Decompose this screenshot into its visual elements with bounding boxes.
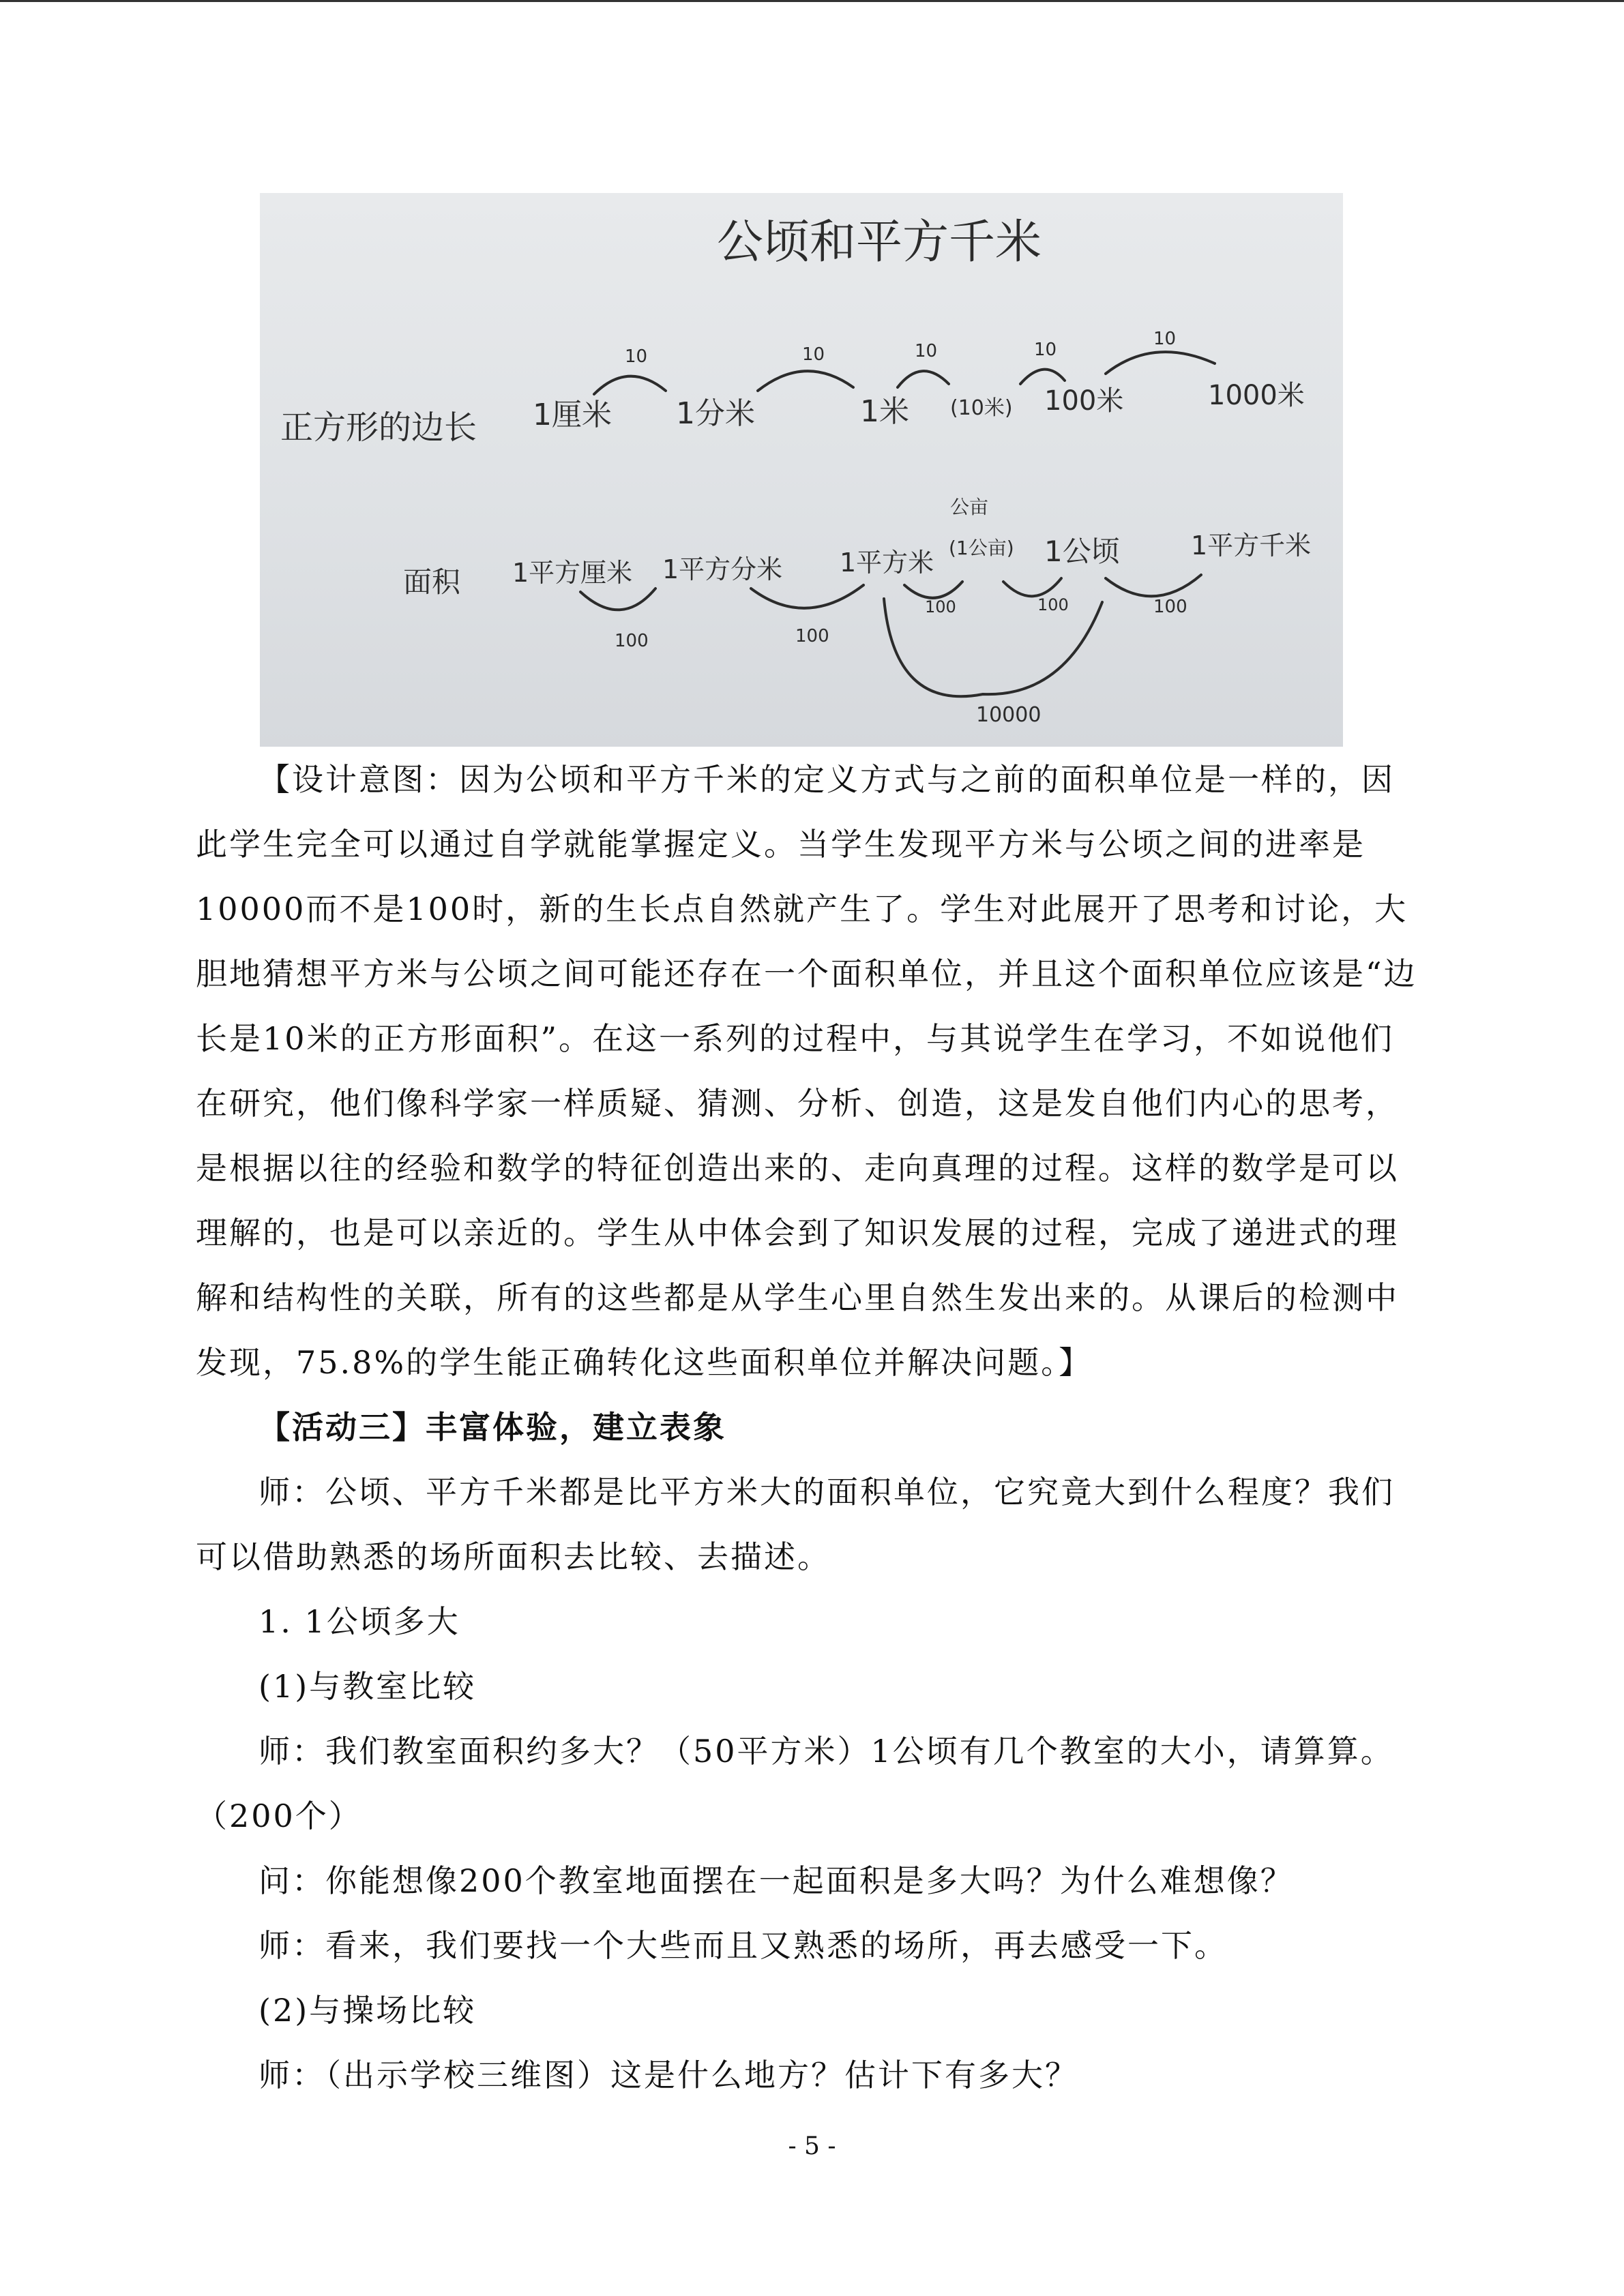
- length-factor-5: 10: [1153, 329, 1177, 349]
- length-arc-4: [1020, 370, 1065, 384]
- area-factor-2: 100: [795, 626, 829, 646]
- area-extra-label: 公亩: [950, 496, 989, 518]
- classroom-question-paragraph: 师：我们教室面积约多大？（50平方米）1公顷有几个教室的大小，请算算。（200个）: [196, 1733, 1394, 1834]
- length-factor-1: 10: [625, 346, 648, 367]
- area-row-label: 面积: [403, 565, 461, 599]
- area-arc-5: [1106, 575, 1201, 596]
- section-1-heading: 1. 1公顷多大: [259, 1603, 460, 1640]
- length-unit-1: 1厘米: [533, 398, 612, 432]
- length-arc-3: [898, 371, 949, 387]
- activity-three-heading: 【活动三】丰富体验，建立表象: [259, 1409, 726, 1446]
- length-arc-1: [594, 376, 666, 394]
- length-unit-2: 1分米: [676, 396, 755, 431]
- area-unit-1: 1平方厘米: [512, 558, 633, 588]
- area-arc-1: [580, 588, 655, 610]
- length-factor-2: 10: [802, 344, 825, 365]
- teacher-remark-paragraph: 师：看来，我们要找一个大些而且又熟悉的场所，再去感受一下。: [259, 1927, 1228, 1964]
- area-arc-4: [1003, 578, 1061, 596]
- area-factor-1: 100: [615, 631, 649, 651]
- area-arc-3: [904, 582, 962, 598]
- area-factor-4: 100: [1037, 595, 1069, 614]
- area-factor-5: 100: [1153, 597, 1187, 617]
- length-unit-4: (10米): [950, 396, 1013, 420]
- length-unit-6: 1000米: [1208, 380, 1305, 411]
- page-number: - 5 -: [788, 2132, 836, 2160]
- handwritten-notes-photo: [260, 193, 1343, 747]
- length-factor-4: 10: [1034, 340, 1057, 360]
- area-big-arc: [884, 599, 1102, 696]
- area-unit-5: 1公顷: [1044, 535, 1120, 568]
- photo-title: 公顷和平方千米: [717, 215, 1042, 269]
- area-unit-6: 1平方千米: [1191, 531, 1312, 561]
- length-factor-3: 10: [915, 341, 938, 361]
- imagine-question-paragraph: 问：你能想像200个教室地面摆在一起面积是多大吗？为什么难想像？: [259, 1862, 1294, 1899]
- area-arc-2: [751, 585, 863, 608]
- length-unit-5: 100米: [1044, 385, 1124, 417]
- length-row-label: 正方形的边长: [280, 408, 477, 447]
- subsection-2-heading: (2)与操场比较: [259, 1992, 477, 2029]
- campus-map-paragraph: 师：（出示学校三维图）这是什么地方？估计下有多大？: [259, 2057, 1078, 2093]
- handwritten-diagram: [260, 193, 1343, 747]
- area-factor-3: 100: [925, 597, 956, 616]
- length-unit-3: 1米: [860, 394, 909, 429]
- area-unit-4: (1公亩): [949, 537, 1014, 559]
- top-border-line: [0, 0, 1624, 2]
- teacher-intro-paragraph: 师：公顷、平方千米都是比平方米大的面积单位，它究竟大到什么程度？我们可以借助熟悉的场所面积去比较、去描述。: [196, 1474, 1395, 1575]
- area-unit-2: 1平方分米: [662, 554, 783, 584]
- length-arc-2: [758, 371, 853, 391]
- body-text: [196, 747, 1423, 2108]
- design-intent-paragraph: 【设计意图：因为公顷和平方千米的定义方式与之前的面积单位是一样的，因此学生完全可以通过自学就能掌握定义。当学生发现平方米与公顷之间的进率是10000而不是100时，新的生长点自然就产生了。学生对此展开了思考和讨论，大胆地猜想平方米与公顷之间可能还存在一个面积单位，并且这个面积单位应该是“边长是10米的正方形面积”。在这一系列的过程中，与其说学生在学习，不如说他们在研究，他们像科学家一样质疑、猜测、分析、创造，这是发自他们内心的思考，是根据以往的经验和数学的特征创造出来的、走向真理的过程。这样的数学是可以理解的，也是可以亲近的。学生从中体会到了知识发展的过程，完成了递进式的理解和结构性的关联，所有的这些都是从学生心里自然生发出来的。从课后的检测中发现，75.8%的学生能正确转化这些面积单位并解决问题。】: [196, 761, 1417, 1381]
- length-arc-5: [1106, 352, 1215, 374]
- area-unit-3: 1平方米: [840, 548, 934, 578]
- subsection-1-heading: (1)与教室比较: [259, 1668, 477, 1705]
- area-big-factor: 10000: [976, 703, 1042, 727]
